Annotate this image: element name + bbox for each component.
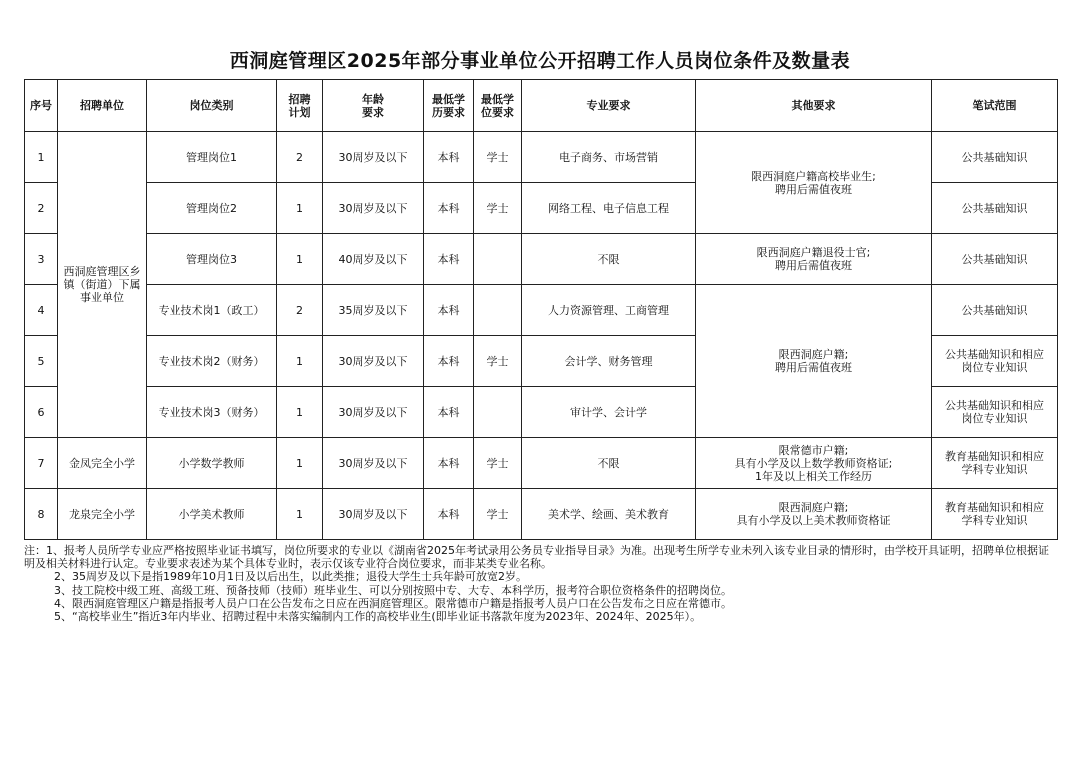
cell-exam: 教育基础知识和相应 学科专业知识 [932,489,1058,540]
cell-position: 专业技术岗3（财务） [147,387,277,438]
cell-exam: 公共基础知识 [932,183,1058,234]
header-unit: 招聘单位 [58,80,147,132]
cell-degree [474,234,522,285]
cell-major: 不限 [522,438,696,489]
footnote-3: 3、技工院校中级工班、高级工班、预备技师（技师）班毕业生、可以分别按照中专、大专、本科学历，报考符合职位资格条件的招聘岗位。 [54,583,732,597]
cell-edu: 本科 [424,438,474,489]
cell-exam: 教育基础知识和相应 学科专业知识 [932,438,1058,489]
cell-other: 限西洞庭户籍; 聘用后需值夜班 [696,285,932,438]
cell-no: 7 [25,438,58,489]
cell-degree: 学士 [474,489,522,540]
cell-other: 限西洞庭户籍退役士官; 聘用后需值夜班 [696,234,932,285]
cell-no: 6 [25,387,58,438]
cell-plan: 2 [277,285,323,336]
cell-degree [474,285,522,336]
cell-degree: 学士 [474,336,522,387]
cell-position: 专业技术岗2（财务） [147,336,277,387]
header-major: 专业要求 [522,80,696,132]
cell-major: 会计学、财务管理 [522,336,696,387]
footnote-5: 5、“高校毕业生”指近3年内毕业、招聘过程中未落实编制内工作的高校毕业生(即毕业证书落款年度为2023年、2024年、2025年）。 [54,610,702,624]
table-row [25,438,1058,489]
cell-age: 30周岁及以下 [323,438,424,489]
cell-degree: 学士 [474,183,522,234]
cell-major: 人力资源管理、工商管理 [522,285,696,336]
cell-edu: 本科 [424,285,474,336]
footnote-2: 2、35周岁及以下是指1989年10月1日及以后出生，以此类推；退役大学生士兵年龄可放宽2岁。 [54,570,527,584]
header-edu: 最低学 历要求 [424,80,474,132]
cell-age: 30周岁及以下 [323,489,424,540]
cell-no: 3 [25,234,58,285]
cell-unit: 龙泉完全小学 [58,489,147,540]
cell-position: 小学数学教师 [147,438,277,489]
cell-other: 限西洞庭户籍高校毕业生; 聘用后需值夜班 [696,132,932,234]
header-exam: 笔试范围 [932,80,1058,132]
header-position: 岗位类别 [147,80,277,132]
cell-plan: 1 [277,387,323,438]
table-header-row [25,80,1058,132]
cell-plan: 1 [277,438,323,489]
cell-major: 网络工程、电子信息工程 [522,183,696,234]
cell-no: 2 [25,183,58,234]
cell-plan: 2 [277,132,323,183]
table-row [25,285,1058,336]
cell-age: 30周岁及以下 [323,387,424,438]
cell-age: 40周岁及以下 [323,234,424,285]
footnote-4: 4、限西洞庭管理区户籍是指报考人员户口在公告发布之日应在西洞庭管理区。限常德市户籍是指报考人员户口在公告发布之日应在常德市。 [54,596,732,610]
cell-degree: 学士 [474,132,522,183]
header-other: 其他要求 [696,80,932,132]
cell-age: 30周岁及以下 [323,336,424,387]
cell-degree: 学士 [474,438,522,489]
cell-age: 30周岁及以下 [323,132,424,183]
header-no: 序号 [25,80,58,132]
cell-age: 30周岁及以下 [323,183,424,234]
table-row [25,132,1058,183]
cell-major: 审计学、会计学 [522,387,696,438]
cell-edu: 本科 [424,132,474,183]
cell-exam: 公共基础知识 [932,132,1058,183]
cell-no: 1 [25,132,58,183]
cell-major: 不限 [522,234,696,285]
cell-position: 管理岗位1 [147,132,277,183]
cell-edu: 本科 [424,489,474,540]
cell-degree [474,387,522,438]
footnotes [24,544,1057,623]
cell-other: 限西洞庭户籍; 具有小学及以上美术教师资格证 [696,489,932,540]
page-title: 西洞庭管理区2025年部分事业单位公开招聘工作人员岗位条件及数量表 [229,50,851,72]
cell-age: 35周岁及以下 [323,285,424,336]
cell-position: 管理岗位2 [147,183,277,234]
positions-table [24,79,1058,540]
cell-plan: 1 [277,336,323,387]
cell-exam: 公共基础知识 [932,285,1058,336]
cell-edu: 本科 [424,234,474,285]
footnote-1: 注：1、报考人员所学专业应严格按照毕业证书填写，岗位所要求的专业以《湖南省2025年考试录用公务员专业指导目录》为准。出现考生所学专业未列入该专业目录的情形时，由学校开具证明，招聘单位根据证明及相关材料进行认定。专业要求表述为某个具体专业时，表示仅该专业符合岗位要求，而非某类专业名称。 [24,544,1049,571]
cell-position: 小学美术教师 [147,489,277,540]
cell-exam: 公共基础知识 [932,234,1058,285]
header-plan: 招聘 计划 [277,80,323,132]
table-row [25,234,1058,285]
cell-position: 专业技术岗1（政工） [147,285,277,336]
cell-other: 限常德市户籍; 具有小学及以上数学教师资格证; 1年及以上相关工作经历 [696,438,932,489]
cell-plan: 1 [277,489,323,540]
cell-major: 电子商务、市场营销 [522,132,696,183]
cell-plan: 1 [277,183,323,234]
cell-no: 4 [25,285,58,336]
cell-plan: 1 [277,234,323,285]
cell-no: 5 [25,336,58,387]
cell-exam: 公共基础知识和相应 岗位专业知识 [932,387,1058,438]
cell-exam: 公共基础知识和相应 岗位专业知识 [932,336,1058,387]
header-age: 年龄 要求 [323,80,424,132]
cell-unit: 西洞庭管理区乡镇（街道）下属事业单位 [58,132,147,438]
cell-unit: 金凤完全小学 [58,438,147,489]
cell-position: 管理岗位3 [147,234,277,285]
cell-edu: 本科 [424,387,474,438]
header-degree: 最低学 位要求 [474,80,522,132]
cell-edu: 本科 [424,183,474,234]
table-row [25,489,1058,540]
cell-edu: 本科 [424,336,474,387]
cell-major: 美术学、绘画、美术教育 [522,489,696,540]
cell-no: 8 [25,489,58,540]
